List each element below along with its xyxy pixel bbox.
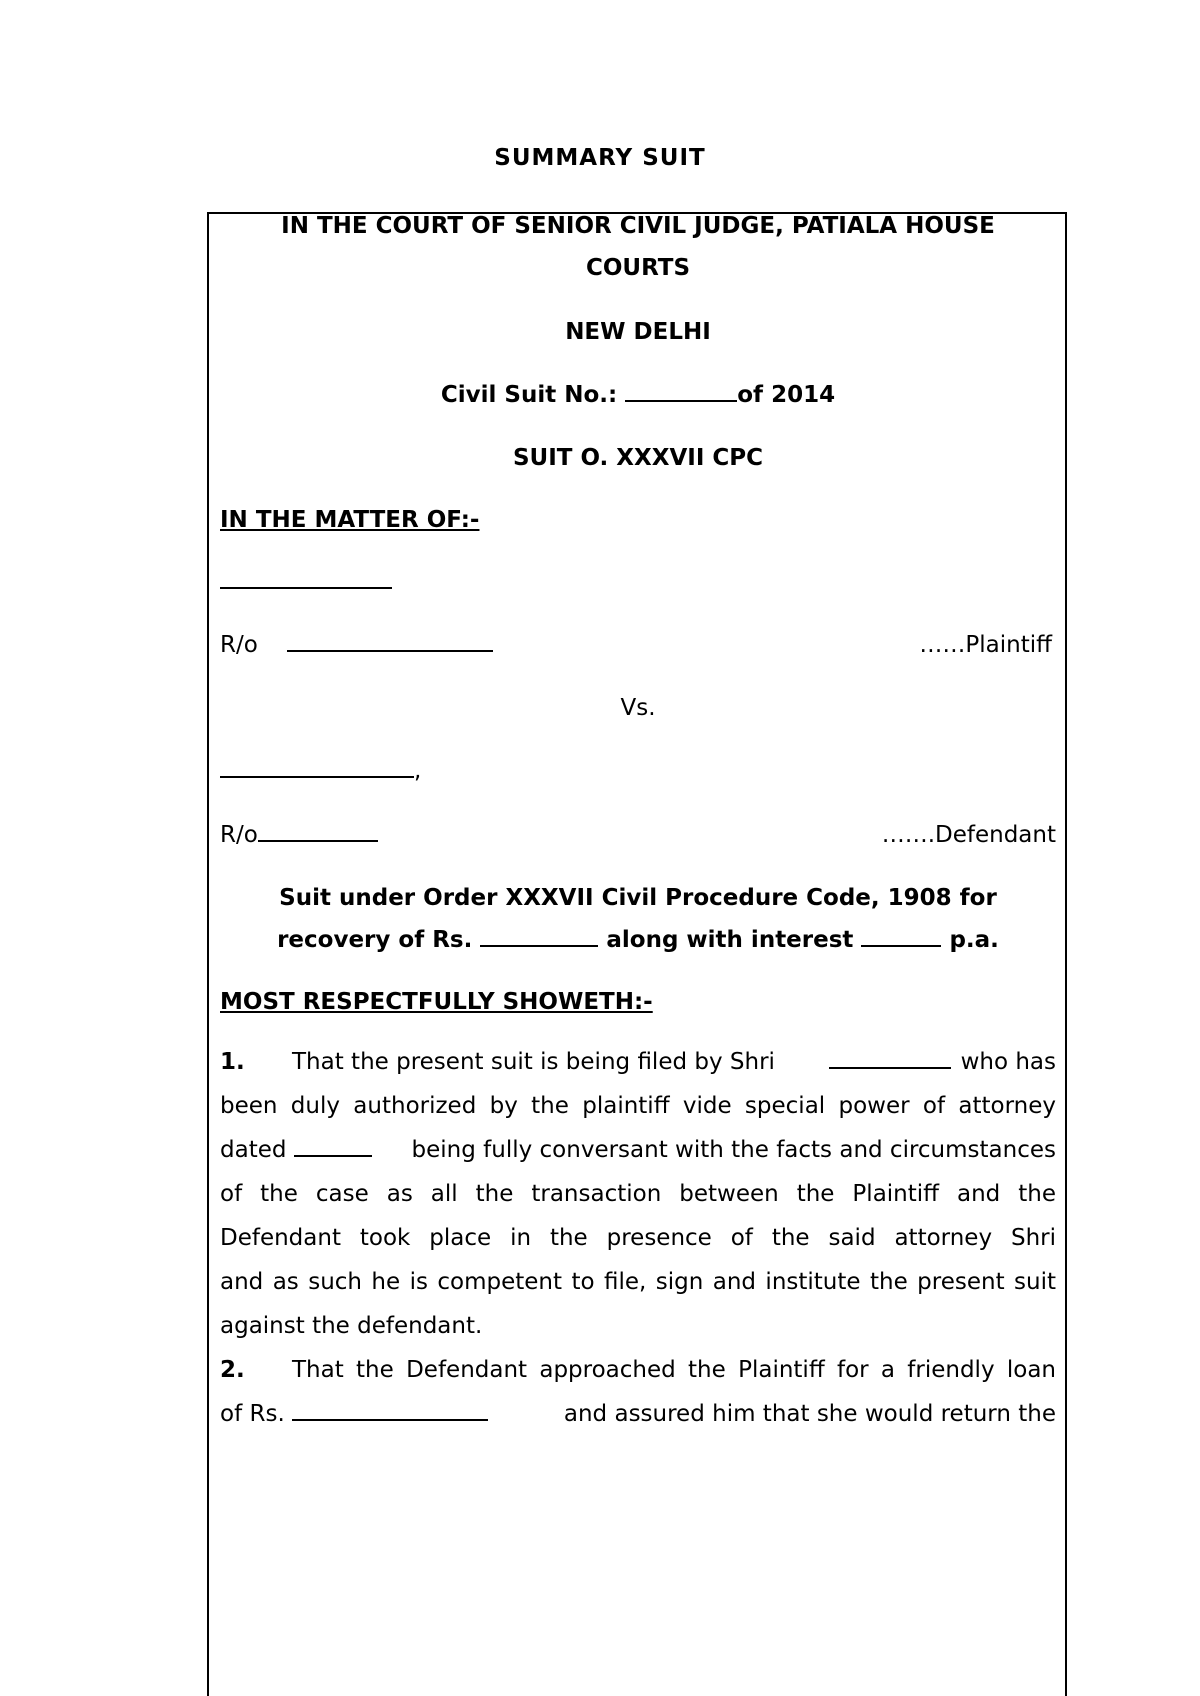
showeth-heading: MOST RESPECTFULLY SHOWETH:-	[220, 989, 653, 1015]
versus-text: Vs.	[620, 695, 656, 721]
civil-suit-number	[220, 373, 1056, 417]
paragraph-2-line1: 2. That the Defendant approached the Plaintiff for a friendly loan	[220, 1348, 1056, 1392]
plaintiff-address-blank[interactable]	[287, 626, 493, 652]
subject-pa-label: p.a.	[949, 927, 999, 953]
court-name-line1: IN THE COURT OF SENIOR CIVIL JUDGE, PATIALA HOUSE	[281, 213, 995, 239]
paragraph-1-line3: dated being fully conversant with the facts and circumstances	[220, 1128, 1056, 1172]
subject-line2	[220, 918, 1056, 962]
document-title: SUMMARY SUIT	[494, 145, 706, 171]
plaintiff-name-blank[interactable]	[220, 563, 392, 589]
defendant-address-blank[interactable]	[258, 816, 378, 842]
paragraph-1-line1: 1. That the present suit is being filed by Shri who has	[220, 1040, 1056, 1084]
paragraph-1-line6: and as such he is competent to file, sign and institute the present suit	[220, 1269, 1056, 1295]
paragraph-1-line4: of the case as all the transaction between the Plaintiff and the	[220, 1181, 1056, 1207]
defendant-role: …….Defendant	[881, 822, 1056, 848]
paragraph-1-number: 1.	[220, 1049, 245, 1075]
defendant-name-blank[interactable]	[220, 752, 414, 778]
loan-amount-blank[interactable]	[292, 1395, 488, 1421]
court-name-line2: COURTS	[585, 255, 691, 281]
subject-line1: Suit under Order XXXVII Civil Procedure Code, 1908 for	[279, 885, 997, 911]
suit-no-suffix: of 2014	[737, 382, 836, 408]
plaintiff-address-line	[220, 623, 1056, 667]
suit-no-prefix: Civil Suit No.:	[440, 382, 618, 408]
subject-amount-blank[interactable]	[480, 921, 598, 947]
plaintiff-name-line	[220, 560, 1056, 604]
attorney-name-blank[interactable]	[829, 1043, 951, 1069]
court-city: NEW DELHI	[565, 319, 711, 345]
subject-interest-label: along with interest	[606, 927, 854, 953]
suit-no-blank[interactable]	[625, 376, 737, 402]
suit-order: SUIT O. XXXVII CPC	[512, 445, 764, 471]
defendant-address-line	[220, 813, 1056, 857]
paragraph-1-line2: been duly authorized by the plaintiff vide special power of attorney	[220, 1093, 1056, 1119]
defendant-comma: ,	[414, 758, 422, 784]
matter-heading: IN THE MATTER OF:-	[220, 507, 480, 533]
paragraph-2-number: 2.	[220, 1357, 245, 1383]
poa-date-blank[interactable]	[294, 1131, 372, 1157]
paragraph-1	[220, 1040, 1056, 1348]
plaintiff-ro-label: R/o	[220, 632, 258, 658]
plaintiff-role: ……Plaintiff	[919, 632, 1052, 658]
paragraph-1-line5: Defendant took place in the presence of the said attorney Shri	[220, 1225, 1056, 1251]
subject-recovery-label: recovery of Rs.	[277, 927, 473, 953]
defendant-ro-label: R/o	[220, 822, 258, 848]
paragraph-2	[220, 1348, 1056, 1436]
paragraph-1-line7: against the defendant.	[220, 1313, 483, 1339]
paragraph-2-line2: of Rs. and assured him that she would return the	[220, 1392, 1056, 1436]
subject-interest-blank[interactable]	[861, 921, 941, 947]
defendant-name-line	[220, 749, 1056, 793]
